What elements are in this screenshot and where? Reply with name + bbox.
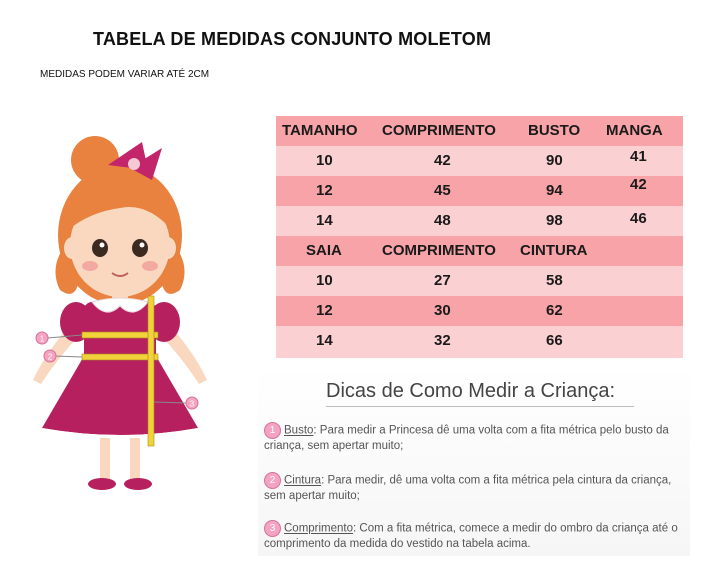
cell-saia: 10 (316, 272, 333, 289)
tip-text: : Para medir, dê uma volta com a fita métrica pela cintura da criança, sem apertar muito; (264, 474, 672, 502)
marker-2-label: 2 (47, 352, 53, 362)
hair-bow-knot (128, 158, 140, 170)
cell-tamanho: 12 (316, 182, 333, 199)
dress-skirt (42, 356, 198, 435)
header-comprimento: COMPRIMENTO (382, 122, 496, 139)
cell-manga: 46 (630, 210, 647, 227)
header-cintura: CINTURA (520, 242, 588, 259)
tip-number-3: 3 (264, 520, 281, 537)
ear-left (64, 237, 80, 259)
cell-cintura: 62 (546, 302, 563, 319)
leg-left (100, 438, 110, 480)
tip-text: : Com a fita métrica, comece a medir do ombro da criança até o comprimento da medida do vestido na tabela acima. (264, 522, 678, 550)
eye-left (92, 239, 108, 257)
tip-busto (264, 422, 688, 453)
table-row (276, 266, 683, 296)
tape-length (148, 296, 154, 446)
tip-number-2: 2 (264, 472, 281, 489)
shoe-left (88, 478, 116, 490)
tip-term: Cintura (284, 474, 322, 487)
header-comprimento: COMPRIMENTO (382, 242, 496, 259)
header-busto: BUSTO (528, 122, 581, 139)
shoe-right (124, 478, 152, 490)
tip-comprimento (264, 520, 688, 551)
table-row (276, 296, 683, 326)
cell-tamanho: 14 (316, 212, 333, 229)
tips-title: Dicas de Como Medir a Criança: (326, 380, 615, 402)
cell-comprimento: 27 (434, 272, 451, 289)
hair-bun (71, 136, 119, 184)
header-manga: MANGA (606, 122, 663, 139)
table-row (276, 176, 683, 206)
table-row (276, 206, 683, 236)
cell-manga: 42 (630, 176, 647, 193)
page-title: TABELA DE MEDIDAS CONJUNTO MOLETOM (93, 29, 492, 49)
tape-bust (82, 332, 158, 338)
tips-panel (258, 366, 690, 556)
cell-comprimento: 45 (434, 182, 451, 199)
measurement-table (276, 116, 683, 358)
cell-cintura: 58 (546, 272, 563, 289)
tape-waist (82, 354, 158, 360)
tip-term: Comprimento (284, 522, 354, 535)
cell-saia: 12 (316, 302, 333, 319)
marker-3 (186, 397, 198, 409)
marker-1 (36, 332, 48, 344)
cell-comprimento: 42 (434, 152, 451, 169)
marker-3-label: 3 (189, 399, 195, 409)
table-row (276, 326, 683, 358)
ear-right (160, 237, 176, 259)
tip-term: Busto (284, 424, 314, 437)
cell-busto: 98 (546, 212, 563, 229)
marker-1-label: 1 (39, 334, 45, 344)
cell-saia: 14 (316, 332, 333, 349)
cell-comprimento: 32 (434, 332, 451, 349)
tip-text: : Para medir a Princesa dê uma volta com a fita métrica pelo busto da criança, sem apertar muito; (264, 424, 669, 452)
cheek-left (82, 261, 98, 271)
table-row (276, 146, 683, 176)
girl-illustration (20, 130, 240, 510)
cheek-right (142, 261, 158, 271)
table-header-row (276, 236, 683, 266)
tip-cintura (264, 472, 688, 503)
table-header-row (276, 116, 683, 146)
leg-right (130, 438, 140, 480)
cell-busto: 90 (546, 152, 563, 169)
cell-tamanho: 10 (316, 152, 333, 169)
marker-2 (44, 350, 56, 362)
cell-comprimento: 48 (434, 212, 451, 229)
cell-busto: 94 (546, 182, 563, 199)
cell-comprimento: 30 (434, 302, 451, 319)
cell-cintura: 66 (546, 332, 563, 349)
eye-right (132, 239, 148, 257)
tips-divider (326, 406, 634, 407)
header-tamanho: TAMANHO (282, 122, 358, 139)
tip-number-1: 1 (264, 422, 281, 439)
page-subtitle: MEDIDAS PODEM VARIAR ATÉ 2CM (40, 69, 210, 80)
cell-manga: 41 (630, 148, 647, 165)
header-saia: SAIA (306, 242, 342, 259)
